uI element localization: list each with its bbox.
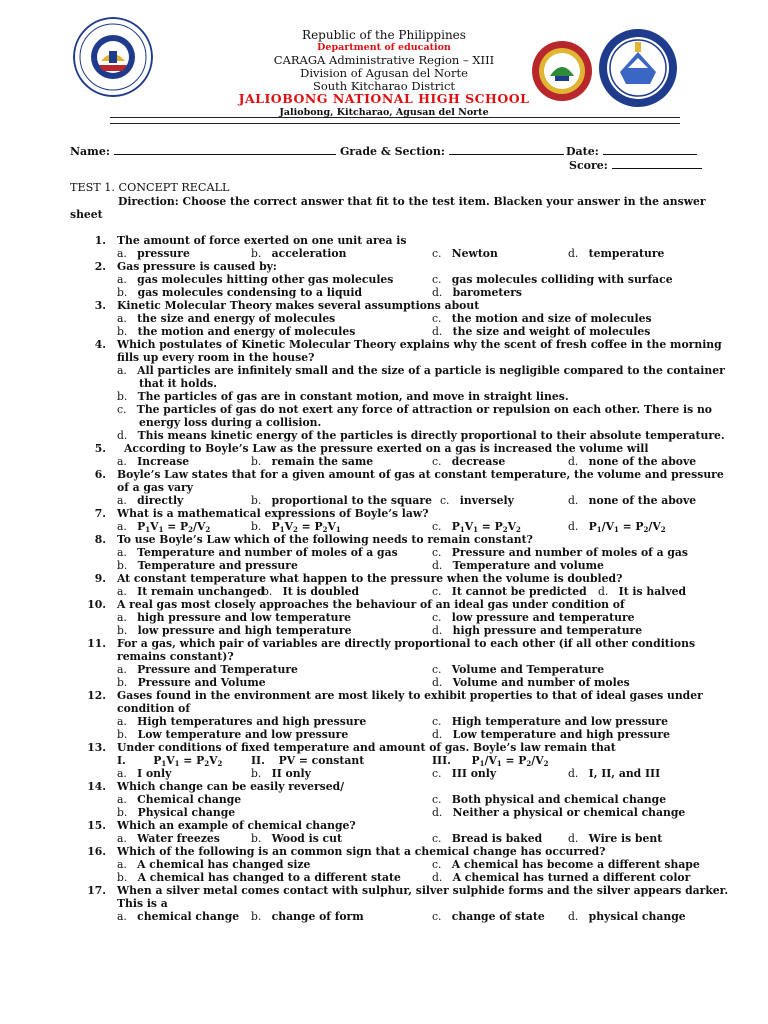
option-a[interactable]: a. Increase [117,455,190,468]
option-a[interactable]: a. gas molecules hitting other gas molecules [117,273,394,286]
option-a[interactable]: a. $P_1V_1 = P_2/V_2$ [117,520,211,534]
question-stem: When a silver metal comes contact with sulphur, silver sulphide forms and the silver appears darker. [117,884,729,897]
division-heading: Division of Agusan del Norte [300,66,468,80]
option-a[interactable]: a. Temperature and number of moles of a gas [117,546,398,559]
statement-ii: II. PV = constant [251,754,365,767]
option-a[interactable]: a. All particles are infinitely small and the size of a particle is negligible compared to the container [117,364,725,377]
option-b[interactable]: b. gas molecules condensing to a liquid [117,286,363,299]
question-number: 16. [87,845,106,858]
question-number: 6. [94,468,106,481]
question-stem: Which of the following is an common sign that a chemical change has occurred? [117,845,606,858]
option-a[interactable]: a. A chemical has changed size [117,858,311,871]
option-d[interactable]: d. It is halved [598,585,687,598]
republic-heading: Republic of the Philippines [302,28,466,42]
option-d[interactable]: d. physical change [568,910,686,923]
option-a[interactable]: a. chemical change [117,910,240,923]
grade-label: Grade & Section: [340,145,445,158]
statement-iii: III. $P_1/V_1 = P_2/V_2$ [432,754,549,768]
option-c[interactable]: c. change of state [432,910,545,923]
question-stem: To use Boyle’s Law which of the following needs to remain constant? [117,533,533,546]
option-b[interactable]: b. Physical change [117,806,236,819]
option-a[interactable]: a. the size and energy of molecules [117,312,336,325]
option-b[interactable]: b. change of form [251,910,364,923]
option-c[interactable]: c. It cannot be predicted [432,585,587,598]
option-b[interactable]: b. II only [251,767,311,780]
option-d[interactable]: d. temperature [568,247,665,260]
question-stem: For a gas, which pair of variables are directly proportional to each other (if all other conditions [117,637,696,650]
option-c[interactable]: c. Bread is baked [432,832,543,845]
option-c[interactable]: c. inversely [440,494,514,507]
date-blank[interactable] [603,145,697,155]
option-d[interactable]: d. I, II, and III [568,767,661,780]
question-stem: Which postulates of Kinetic Molecular Theory explains why the scent of fresh coffee in the morning [117,338,722,351]
option-a[interactable]: a. pressure [117,247,190,260]
option-c[interactable]: c. the motion and size of molecules [432,312,652,325]
question-stem: According to Boyle’s Law as the pressure exerted on a gas is increased the volume will [124,442,649,455]
school-name: JALIOBONG NATIONAL HIGH SCHOOL [238,91,530,106]
option-c[interactable]: c. High temperature and low pressure [432,715,668,728]
department-heading: Department of education [317,42,451,53]
option-d[interactable]: d. none of the above [568,494,697,507]
score-label: Score: [569,159,608,172]
name-blank[interactable] [114,145,336,155]
question-stem: The amount of force exerted on one unit area is [117,234,407,247]
option-c[interactable]: c. III only [432,767,497,780]
option-c[interactable]: c. gas molecules colliding with surface [432,273,673,286]
question-number: 5. [94,442,106,455]
option-d[interactable]: d. Volume and number of moles [432,676,630,689]
option-a-cont: that it holds. [139,377,217,390]
header-divider [110,117,680,124]
option-d[interactable]: d. Temperature and volume [432,559,604,572]
question-stem-cont: This is a [117,897,168,910]
question-number: 14. [87,780,106,793]
option-c[interactable]: c. $P_1V_1 = P_2V_2$ [432,520,521,534]
test-title: TEST 1. CONCEPT RECALL [70,181,230,194]
option-a[interactable]: a. High temperatures and high pressure [117,715,367,728]
question-stem: What is a mathematical expressions of Boyle’s law? [117,507,429,520]
option-b[interactable]: b. $P_1V_2 = P_2V_1$ [251,520,341,534]
option-a[interactable]: a. I only [117,767,172,780]
direction-line-2: sheet [70,208,103,221]
question-stem: Which an example of chemical change? [117,819,356,832]
option-c-cont: energy loss during a collision. [139,416,322,429]
option-d[interactable]: d. A chemical has turned a different color [432,871,691,884]
option-a[interactable]: a. Pressure and Temperature [117,663,298,676]
option-b[interactable]: b. Wood is cut [251,832,342,845]
direction-line-1: Direction: Choose the correct answer that fit to the test item. Blacken your answer in the answer [118,195,706,208]
question-stem: Kinetic Molecular Theory makes several assumptions about [117,299,480,312]
deped-seal-icon [73,17,153,97]
score-blank[interactable] [612,159,702,169]
question-number: 2. [94,260,106,273]
option-c[interactable]: c. Volume and Temperature [432,663,605,676]
option-b[interactable]: b. acceleration [251,247,347,260]
question-stem: Boyle’s Law states that for a given amount of gas at constant temperature, the volume and pressure [117,468,724,481]
question-stem: A real gas most closely approaches the behaviour of an ideal gas under condition of [117,598,625,611]
option-b[interactable]: b. It is doubled [262,585,360,598]
option-d[interactable]: d. Low temperature and high pressure [432,728,670,741]
question-number: 11. [87,637,106,650]
option-b[interactable]: b. Pressure and Volume [117,676,266,689]
option-a[interactable]: a. It remain unchanged [117,585,265,598]
question-stem-cont: fills up every room in the house? [117,351,315,364]
option-b[interactable]: b. Low temperature and low pressure [117,728,349,741]
name-field[interactable] [70,145,336,157]
question-stem-cont: of a gas vary [117,481,193,494]
question-number: 3. [94,299,106,312]
question-stem: Which change can be easily reversed/ [117,780,345,793]
question-stem: Gases found in the environment are most likely to exhibit properties to that of ideal gases under [117,689,703,702]
question-number: 4. [94,338,106,351]
option-a[interactable]: a. directly [117,494,184,507]
option-d[interactable]: d. none of the above [568,455,697,468]
grade-field[interactable] [340,145,564,157]
option-a[interactable]: a. Chemical change [117,793,242,806]
option-c[interactable]: c. low pressure and temperature [432,611,635,624]
date-field[interactable] [566,145,697,157]
option-c[interactable]: c. Pressure and number of moles of a gas [432,546,688,559]
question-number: 13. [87,741,106,754]
question-number: 12. [87,689,106,702]
option-b[interactable]: b. proportional to the square [251,494,432,507]
option-b[interactable]: b. low pressure and high temperature [117,624,352,637]
option-d[interactable]: d. This means kinetic energy of the particles is directly proportional to their absolute temperature. [117,429,725,442]
formula-a: $P_1V_1 = P_2/V_2$ [137,520,211,534]
option-d[interactable]: d. barometers [432,286,522,299]
question-number: 7. [94,507,106,520]
question-stem: Under conditions of fixed temperature and amount of gas. Boyle’s law remain that [117,741,616,754]
grade-blank[interactable] [449,145,564,155]
option-b[interactable]: b. The particles of gas are in constant motion, and move in straight lines. [117,390,569,403]
option-c[interactable]: c. Both physical and chemical change [432,793,667,806]
option-c[interactable]: c. The particles of gas do not exert any force of attraction or repulsion on each other. There is no [117,403,712,416]
question-number: 1. [94,234,106,247]
formula-d: $P_1/V_1 = P_2/V_2$ [588,520,666,534]
question-stem-cont: remains constant)? [117,650,234,663]
option-b[interactable]: b. the motion and energy of molecules [117,325,356,338]
option-d[interactable]: d. high pressure and temperature [432,624,643,637]
question-number: 8. [94,533,106,546]
option-d[interactable]: d. Neither a physical or chemical change [432,806,686,819]
formula-c: $P_1V_1 = P_2V_2$ [451,520,521,534]
question-number: 9. [94,572,106,585]
option-b[interactable]: b. remain the same [251,455,374,468]
option-a[interactable]: a. high pressure and low temperature [117,611,352,624]
option-d[interactable]: d. $P_1/V_1 = P_2/V_2$ [568,520,666,534]
question-number: 15. [87,819,106,832]
option-c[interactable]: c. Newton [432,247,498,260]
school-address: Jaliobong, Kitcharao, Agusan del Norte [279,107,489,118]
question-stem: At constant temperature what happen to the pressure when the volume is doubled? [117,572,623,585]
formula-b: $P_1V_2 = P_2V_1$ [271,520,341,534]
option-d[interactable]: d. the size and weight of molecules [432,325,651,338]
question-stem-cont: condition of [117,702,191,715]
option-c[interactable]: c. decrease [432,455,506,468]
option-d[interactable]: d. Wire is bent [568,832,663,845]
option-a[interactable]: a. Water freezes [117,832,220,845]
question-stem: Gas pressure is caused by: [117,260,277,273]
name-label: Name: [70,145,110,158]
option-b[interactable]: b. A chemical has changed to a different state [117,871,401,884]
region-heading: CARAGA Administrative Region – XIII [273,53,495,67]
question-number: 17. [87,884,106,897]
option-b[interactable]: b. Temperature and pressure [117,559,298,572]
score-field[interactable] [569,159,702,171]
question-number: 10. [87,598,106,611]
statement-i: I. $P_1V_1 = P_2V_2$ [117,754,223,768]
district-heading: South Kitcharao District [312,79,456,93]
option-c[interactable]: c. A chemical has become a different shape [432,858,700,871]
date-label: Date: [566,145,599,158]
